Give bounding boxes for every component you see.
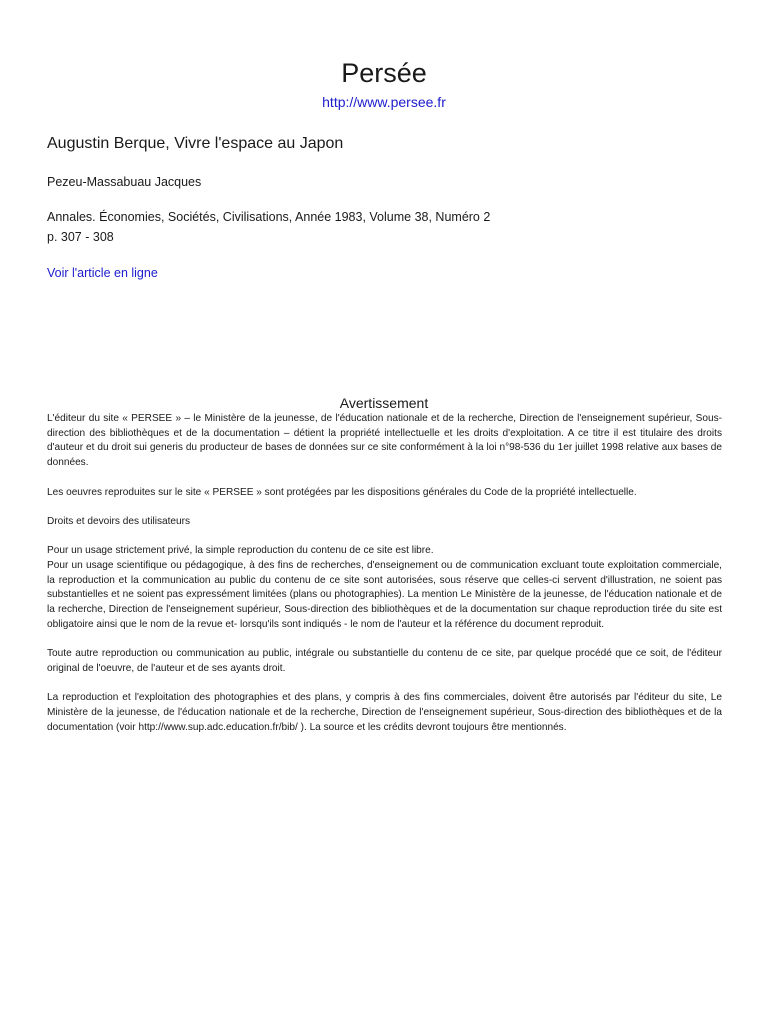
article-title: Augustin Berque, Vivre l'espace au Japon xyxy=(47,135,344,152)
notice-paragraph-rights: L'éditeur du site « PERSEE » – le Ministère de la jeunesse, de l'éducation nationale et de la recherche, Direction de l'enseignement supérieur, Sous-direction des bibliothèques et de la documentation – détient la propriété intellectuelle et les droits d'exploitation. A ce titre il est titulaire des droits d'auteur et du droit sui generis du producteur de bases de données sur ce site conformément à la loi n°98-536 du 1er juillet 1998 relative aux bases de données. xyxy=(47,413,722,469)
notice-paragraph-user-rights-heading: Droits et devoirs des utilisateurs xyxy=(47,515,191,527)
notice-body xyxy=(47,412,722,735)
site-url-link[interactable]: http://www.persee.fr xyxy=(322,94,446,110)
notice-paragraph-scientific-use: Pour un usage scientifique ou pédagogique, à des fins de recherches, d'enseignement ou de communication excluant toute exploitation commerciale, la reproduction et la communication au public du contenu de ce site sont autorisées, sous réserve que celles-ci servent d'illustration, ne soient pas substantielles et ne soient pas expressément limitées (plans ou photographies). La mention Le Ministère de la jeunesse, de l'éducation nationale et de la recherche, Direction de l'enseignement supérieur, Sous-direction des bibliothèques et de la documentation sur chaque reproduction tirée du site est obligatoire ainsi que le nom de la revue et- lorsqu'ils sont indiqués - le nom de l'auteur et la référence du document reproduit. xyxy=(47,559,722,630)
notice-paragraph-protection: Les oeuvres reproduites sur le site « PERSEE » sont protégées par les dispositions générales du Code de la propriété intellectuelle. xyxy=(47,486,637,498)
page-range: p. 307 - 308 xyxy=(47,230,114,244)
notice-heading: Avertissement xyxy=(339,395,429,411)
notice-paragraph-other-reproduction: Toute autre reproduction ou communication au public, intégrale ou substantielle du contenu de ce site, par quelque procédé que ce soit, de l'éditeur original de l'oeuvre, de l'auteur et de ses ayants droit. xyxy=(47,648,722,674)
journal-reference: Annales. Économies, Sociétés, Civilisations, Année 1983, Volume 38, Numéro 2 xyxy=(47,210,491,224)
notice-paragraph-private-use: Pour un usage strictement privé, la simple reproduction du contenu de ce site est libre. xyxy=(47,545,434,557)
article-author: Pezeu-Massabuau Jacques xyxy=(47,175,202,189)
view-article-online-link[interactable]: Voir l'article en ligne xyxy=(47,266,158,280)
notice-paragraph-photographs: La reproduction et l'exploitation des photographies et des plans, y compris à des fins commerciales, doivent être autorisés par l'éditeur du site, Le Ministère de la jeunesse, de l'éducation nationale et de la recherche, Direction de l'enseignement supérieur, Sous-direction des bibliothèques et de la documentation (voir http://www.sup.adc.education.fr/bib/ ). La source et les crédits devront toujours être mentionnés. xyxy=(47,692,722,733)
site-title: Persée xyxy=(341,58,427,88)
